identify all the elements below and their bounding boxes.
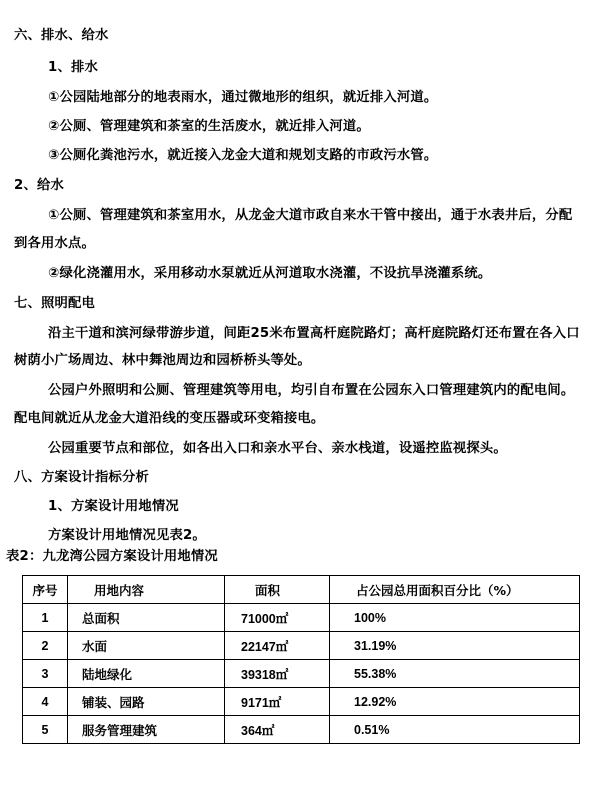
lighting-paragraph-1-line-2: 树荫小广场周边、林中舞池周边和园桥桥头等处。 bbox=[14, 353, 311, 368]
table-row bbox=[23, 688, 580, 716]
row-area: 39318㎡ bbox=[225, 660, 330, 688]
header-name: 用地内容 bbox=[68, 576, 225, 604]
table-row bbox=[23, 632, 580, 660]
drainage-item-2: ②公厕、管理建筑和茶室的生活废水，就近排入河道。 bbox=[48, 119, 370, 134]
section-8-1-heading: 1、方案设计用地情况 bbox=[48, 499, 179, 514]
drainage-item-1: ①公园陆地部分的地表雨水，通过微地形的组织，就近排入河道。 bbox=[48, 90, 438, 105]
water-supply-item-1-line-1: ①公厕、管理建筑和茶室用水，从龙金大道市政自来水干管中接出，通于水表井后，分配 bbox=[48, 208, 573, 223]
header-no: 序号 bbox=[23, 576, 68, 604]
row-area: 22147㎡ bbox=[225, 632, 330, 660]
row-no: 4 bbox=[23, 688, 68, 716]
section-7-heading: 七、照明配电 bbox=[14, 296, 95, 311]
lighting-paragraph-2-line-1: 公园户外照明和公厕、管理建筑等用电，均引自布置在公园东入口管理建筑内的配电间。 bbox=[48, 383, 575, 398]
lighting-paragraph-1-line-1: 沿主干道和滨河绿带游步道，间距25米布置高杆庭院路灯；高杆庭院路灯还布置在各入口 bbox=[48, 326, 580, 341]
row-name: 服务管理建筑 bbox=[68, 716, 225, 744]
row-area: 9171㎡ bbox=[225, 688, 330, 716]
row-no: 3 bbox=[23, 660, 68, 688]
row-name: 水面 bbox=[68, 632, 225, 660]
section-8-heading: 八、方案设计指标分析 bbox=[14, 470, 149, 485]
header-area: 面积 bbox=[225, 576, 330, 604]
drainage-item-3: ③公厕化粪池污水，就近接入龙金大道和规划支路的市政污水管。 bbox=[48, 148, 438, 163]
lighting-paragraph-2-line-2: 配电间就近从龙金大道沿线的变压器或环变箱接电。 bbox=[14, 411, 325, 426]
table-row bbox=[23, 660, 580, 688]
row-name: 陆地绿化 bbox=[68, 660, 225, 688]
table-row bbox=[23, 604, 580, 632]
row-area: 71000㎡ bbox=[225, 604, 330, 632]
row-pct: 0.51% bbox=[330, 716, 580, 744]
row-no: 2 bbox=[23, 632, 68, 660]
row-area: 364㎡ bbox=[225, 716, 330, 744]
section-6-heading: 六、排水、给水 bbox=[14, 28, 109, 43]
row-pct: 100% bbox=[330, 604, 580, 632]
table-caption: 表2：九龙湾公园方案设计用地情况 bbox=[6, 549, 218, 564]
row-pct: 55.38% bbox=[330, 660, 580, 688]
header-pct: 占公园总用面积百分比（%） bbox=[330, 576, 580, 604]
row-name: 总面积 bbox=[68, 604, 225, 632]
row-name: 铺装、园路 bbox=[68, 688, 225, 716]
row-pct: 31.19% bbox=[330, 632, 580, 660]
row-no: 1 bbox=[23, 604, 68, 632]
land-use-table bbox=[22, 575, 580, 744]
table-row bbox=[23, 716, 580, 744]
section-6-2-heading: 2、给水 bbox=[14, 178, 64, 193]
section-8-1-text: 方案设计用地情况见表2。 bbox=[48, 528, 206, 543]
section-6-1-heading: 1、排水 bbox=[48, 60, 98, 75]
table-header-row bbox=[23, 576, 580, 604]
row-no: 5 bbox=[23, 716, 68, 744]
water-supply-item-1-line-2: 到各用水点。 bbox=[14, 236, 95, 251]
lighting-paragraph-3: 公园重要节点和部位，如各出入口和亲水平台、亲水栈道，设遥控监视探头。 bbox=[48, 441, 507, 456]
row-pct: 12.92% bbox=[330, 688, 580, 716]
water-supply-item-2: ②绿化浇灌用水，采用移动水泵就近从河道取水浇灌，不设抗旱浇灌系统。 bbox=[48, 266, 492, 281]
